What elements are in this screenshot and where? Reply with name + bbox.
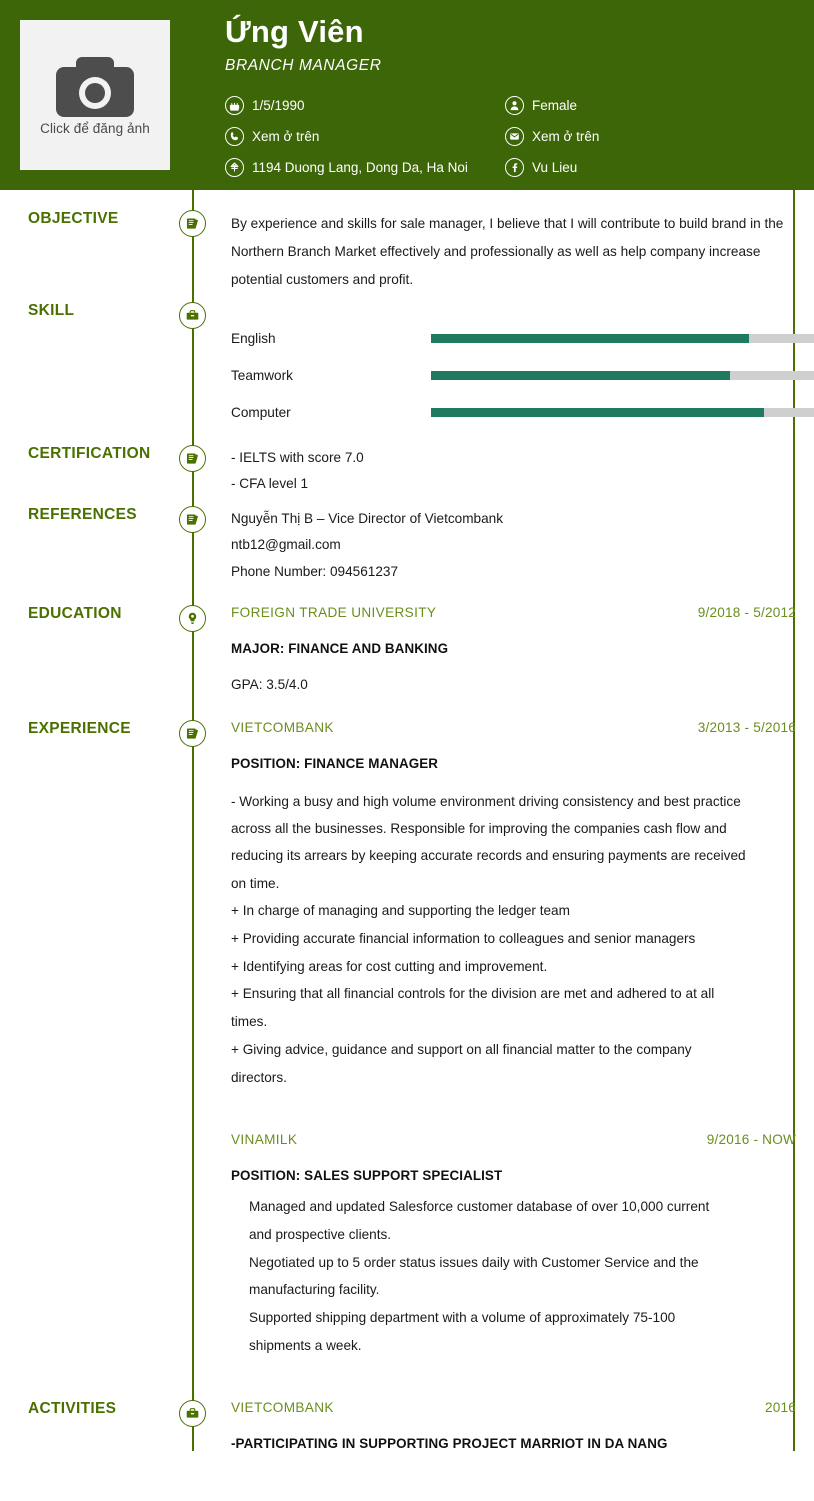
- experience-org: VINAMILK: [231, 1131, 298, 1147]
- contact-birthday-text: 1/5/1990: [252, 98, 305, 114]
- certification-body: [192, 445, 814, 498]
- objective-line: By experience and skills for sale manager, I believe that I will contribute to build brand in the: [231, 216, 784, 231]
- experience-desc-line: on time.: [231, 875, 280, 891]
- skill-row: [231, 357, 814, 394]
- skill-body: [192, 302, 814, 431]
- email-envelope-icon: [505, 127, 524, 146]
- resume-body: [0, 190, 814, 1451]
- experience-desc-line: - Working a busy and high volume environment driving consistency and best practice: [231, 794, 741, 810]
- education-entry-head: [231, 605, 796, 620]
- book-icon: [179, 720, 206, 747]
- skill-track: [431, 371, 814, 380]
- activities-date: 2016: [764, 1400, 796, 1415]
- contact-email: [505, 126, 804, 148]
- activities-body: [192, 1400, 814, 1451]
- skill-fill: [431, 371, 730, 380]
- book-icon: [179, 506, 206, 533]
- section-activities: [0, 1400, 814, 1451]
- contact-facebook-text: Vu Lieu: [532, 160, 578, 176]
- experience-bullet-line: + Providing accurate financial information to colleagues and senior managers: [231, 930, 696, 946]
- experience-bullet-line: manufacturing facility.: [249, 1282, 380, 1298]
- education-major: MAJOR: FINANCE AND BANKING: [231, 641, 449, 657]
- section-label-education: EDUCATION: [28, 605, 122, 623]
- references-line: Phone Number: 094561237: [231, 563, 399, 579]
- resume-header: [0, 0, 814, 190]
- certification-line: - CFA level 1: [231, 476, 309, 492]
- references-line: Nguyễn Thị B – Vice Director of Vietcombank: [231, 510, 504, 526]
- contact-email-text: Xem ở trên: [532, 129, 600, 145]
- contact-birthday: [225, 95, 505, 117]
- experience-bullets: [231, 1193, 796, 1360]
- experience-entry: [231, 720, 796, 1092]
- section-experience: [0, 720, 814, 1360]
- objective-line: Northern Branch Market effectively and professionally as well as help company increase: [231, 243, 761, 259]
- experience-date: 3/2013 - 5/2016: [697, 720, 796, 736]
- references-body: [192, 506, 814, 586]
- experience-body: [192, 720, 814, 1360]
- experience-position: POSITION: FINANCE MANAGER: [231, 756, 439, 772]
- education-gpa: GPA: 3.5/4.0: [231, 677, 308, 693]
- skill-track: [431, 408, 814, 417]
- book-icon: [179, 210, 206, 237]
- contact-gender-text: Female: [532, 98, 578, 114]
- contact-address: [225, 157, 505, 179]
- gender-person-icon: [505, 96, 524, 115]
- experience-desc-line: reducing its arrears by keeping accurate records and ensuring payments are received: [231, 848, 746, 864]
- facebook-icon: [505, 158, 524, 177]
- section-objective: [0, 210, 814, 294]
- experience-bullet-line: times.: [231, 1014, 268, 1030]
- skill-name: English: [231, 330, 276, 346]
- briefcase-icon: [179, 302, 206, 329]
- experience-entry-head: [231, 720, 796, 735]
- contact-phone-text: Xem ở trên: [252, 129, 320, 145]
- objective-line: potential customers and profit.: [231, 271, 414, 287]
- experience-bullet-line: Supported shipping department with a volume of approximately 75-100: [249, 1310, 676, 1326]
- certification-line: - IELTS with score 7.0: [231, 449, 364, 465]
- section-label-activities: ACTIVITIES: [28, 1400, 117, 1417]
- skill-row: [231, 320, 814, 357]
- header-text-block: [225, 14, 804, 179]
- book-icon: [179, 445, 206, 472]
- skill-fill: [431, 408, 764, 417]
- section-label-references: REFERENCES: [28, 505, 137, 523]
- section-label-experience: EXPERIENCE: [28, 720, 131, 738]
- experience-entry: [231, 1132, 796, 1360]
- experience-org: VIETCOMBANK: [231, 720, 334, 736]
- experience-entry-head: [231, 1132, 796, 1147]
- objective-body: [192, 210, 814, 294]
- contact-phone: [225, 126, 505, 148]
- experience-bullets: [231, 897, 796, 1092]
- section-skill: [0, 302, 814, 431]
- skill-name: Teamwork: [231, 367, 293, 383]
- skill-name: Computer: [231, 404, 291, 420]
- experience-bullet-line: + In charge of managing and supporting the ledger team: [231, 902, 570, 918]
- experience-date: 9/2016 - NOW: [706, 1131, 796, 1147]
- photo-upload-placeholder[interactable]: [20, 20, 170, 170]
- education-date: 9/2018 - 5/2012: [697, 605, 796, 621]
- skill-row: [231, 394, 814, 431]
- activities-detail: -PARTICIPATING IN SUPPORTING PROJECT MARRIOT IN DA NANG: [231, 1436, 668, 1451]
- activities-entry-head: [231, 1400, 796, 1415]
- experience-desc-line: across all the businesses. Responsible for improving the companies cash flow and: [231, 821, 727, 837]
- contact-address-text: 1194 Duong Lang, Dong Da, Ha Noi: [252, 160, 468, 176]
- skill-list: [231, 320, 814, 431]
- experience-bullet-line: Managed and updated Salesforce customer database of over 10,000 current: [249, 1198, 710, 1214]
- experience-description: [231, 788, 796, 897]
- contact-grid: [225, 95, 804, 179]
- contact-gender: [505, 95, 804, 117]
- experience-position: POSITION: SALES SUPPORT SPECIALIST: [231, 1167, 503, 1183]
- section-label-skill: SKILL: [28, 301, 75, 319]
- experience-bullet-line: + Identifying areas for cost cutting and improvement.: [231, 958, 548, 974]
- experience-bullet-line: and prospective clients.: [249, 1226, 392, 1242]
- experience-bullet-line: + Ensuring that all financial controls for the division are met and adhered to at all: [231, 986, 715, 1002]
- candidate-name: Ứng Viên: [225, 14, 364, 49]
- education-body: [192, 605, 814, 692]
- education-org: FOREIGN TRADE UNIVERSITY: [231, 605, 437, 621]
- references-line: ntb12@gmail.com: [231, 537, 341, 553]
- lightbulb-icon: [179, 605, 206, 632]
- phone-icon: [225, 127, 244, 146]
- experience-bullet-line: + Giving advice, guidance and support on all financial matter to the company: [231, 1042, 692, 1058]
- experience-bullet-line: directors.: [231, 1069, 287, 1085]
- section-label-objective: OBJECTIVE: [28, 210, 119, 227]
- section-certification: [0, 445, 814, 498]
- experience-bullet-line: Negotiated up to 5 order status issues daily with Customer Service and the: [249, 1254, 699, 1270]
- skill-fill: [431, 334, 749, 343]
- section-references: [0, 506, 814, 586]
- experience-bullet-line: shipments a week.: [249, 1338, 362, 1354]
- contact-facebook: [505, 157, 804, 179]
- candidate-job-title: BRANCH MANAGER: [225, 56, 382, 74]
- briefcase-icon: [179, 1400, 206, 1427]
- skill-track: [431, 334, 814, 343]
- location-pin-icon: [225, 158, 244, 177]
- photo-upload-caption: Click để đăng ảnh: [40, 120, 150, 136]
- birthday-cake-icon: [225, 96, 244, 115]
- section-education: [0, 605, 814, 692]
- activities-org: VIETCOMBANK: [231, 1400, 334, 1415]
- camera-icon: [52, 55, 138, 117]
- section-label-certification: CERTIFICATION: [28, 444, 151, 462]
